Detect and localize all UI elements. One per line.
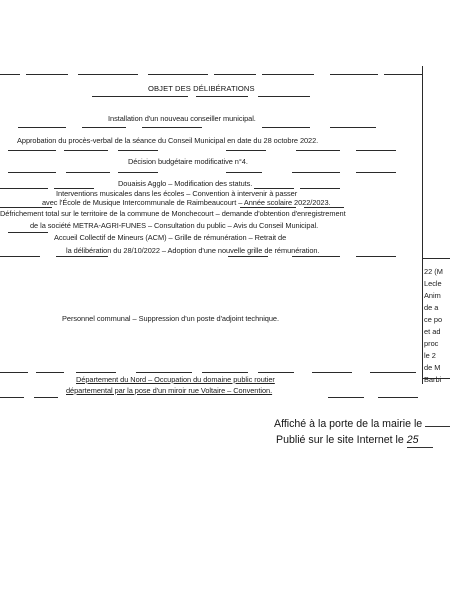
published-label: Publié sur le site Internet le xyxy=(276,434,404,446)
right-column-fragment: Lecle xyxy=(424,279,442,288)
table-heading: OBJET DES DÉLIBÉRATIONS xyxy=(148,84,255,93)
row-rule xyxy=(356,256,396,257)
published-date: 25 xyxy=(407,434,433,448)
row-rule xyxy=(66,172,110,173)
row-rule xyxy=(8,172,56,173)
row-rule xyxy=(0,256,40,257)
row-rule xyxy=(136,372,192,373)
published-notice xyxy=(276,434,433,448)
right-column-fragment: Barbi xyxy=(424,375,442,384)
top-rule-left xyxy=(0,74,20,75)
row-rule xyxy=(292,172,340,173)
table-row-text: Douaisis Agglo – Modification des statuts. xyxy=(118,179,253,188)
row-rule xyxy=(8,232,48,233)
table-row-text: Département du Nord – Occupation du domaine public routier xyxy=(76,375,275,384)
table-row-text: Défrichement total sur le territoire de la commune de Monchecourt – demande d'obtention d'enregistrement xyxy=(0,209,346,218)
row-rule xyxy=(64,150,108,151)
posted-date xyxy=(425,426,450,427)
row-rule xyxy=(76,372,116,373)
row-rule-right xyxy=(422,258,450,259)
right-column-fragment: et ad xyxy=(424,327,441,336)
row-rule xyxy=(226,172,262,173)
table-row-text: de la société METRA-AGRI-FUNES – Consultation du public – Avis du Conseil Municipal. xyxy=(30,221,319,230)
table-row-text: Accueil Collectif de Mineurs (ACM) – Grille de rémunération – Retrait de xyxy=(54,233,287,242)
row-rule xyxy=(296,150,340,151)
row-rule xyxy=(262,127,310,128)
table-row-text: Approbation du procès-verbal de la séance du Conseil Municipal en date du 28 octobre 2022. xyxy=(17,136,319,145)
row-rule xyxy=(378,397,418,398)
table-row-text: Décision budgétaire modificative n°4. xyxy=(128,157,248,166)
top-rule-5 xyxy=(262,74,314,75)
right-column-divider xyxy=(422,66,423,384)
top-rule-6 xyxy=(330,74,378,75)
row-rule xyxy=(328,397,364,398)
top-rule-7 xyxy=(384,74,422,75)
row-rule xyxy=(300,188,340,189)
table-row-text: Interventions musicales dans les écoles – Convention à intervenir à passer xyxy=(56,189,298,198)
row-rule xyxy=(118,172,158,173)
row-rule xyxy=(82,127,126,128)
top-rule-2 xyxy=(78,74,138,75)
row-rule xyxy=(356,150,396,151)
heading-rule-2 xyxy=(196,96,248,97)
row-rule xyxy=(304,207,344,208)
row-rule xyxy=(312,372,352,373)
row-rule xyxy=(0,397,24,398)
row-rule xyxy=(0,207,52,208)
table-row-text: avec l'École de Musique Intercommunale de Raimbeaucourt – Année scolaire 2022/2023. xyxy=(42,198,331,207)
right-column-fragment: le 2 xyxy=(424,351,436,360)
table-row-text: Personnel communal – Suppression d'un poste d'adjoint technique. xyxy=(62,314,279,323)
right-column-fragment: Anim xyxy=(424,291,441,300)
row-rule xyxy=(36,372,64,373)
row-rule xyxy=(226,150,266,151)
row-rule xyxy=(370,372,416,373)
top-rule-4 xyxy=(214,74,256,75)
right-column-fragment: de a xyxy=(424,303,439,312)
heading-rule-3 xyxy=(258,96,310,97)
row-rule xyxy=(0,188,48,189)
table-row-text: la délibération du 28/10/2022 – Adoption d'une nouvelle grille de rémunération. xyxy=(66,246,320,255)
table-row-text: départemental par la pose d'un miroir rue Voltaire – Convention. xyxy=(66,386,273,395)
row-rule xyxy=(330,127,376,128)
row-rule xyxy=(228,256,268,257)
right-column-fragment: 22 (M xyxy=(424,267,443,276)
row-rule xyxy=(8,150,56,151)
top-rule-1 xyxy=(26,74,68,75)
row-rule xyxy=(142,127,202,128)
right-column-fragment: de M xyxy=(424,363,441,372)
posted-label: Affiché à la porte de la mairie le xyxy=(274,418,423,430)
row-rule xyxy=(258,372,294,373)
row-rule xyxy=(34,397,58,398)
right-column-fragment: ce po xyxy=(424,315,443,324)
row-rule xyxy=(240,207,296,208)
row-rule xyxy=(356,172,396,173)
right-column-fragment: proc xyxy=(424,339,439,348)
row-rule xyxy=(202,372,248,373)
table-row-text: Installation d'un nouveau conseiller municipal. xyxy=(108,114,256,123)
top-rule-3 xyxy=(148,74,208,75)
row-rule xyxy=(0,372,28,373)
heading-rule xyxy=(92,96,188,97)
row-rule xyxy=(18,127,66,128)
row-rule xyxy=(292,256,340,257)
row-rule xyxy=(56,256,108,257)
posted-notice xyxy=(274,418,450,431)
row-rule xyxy=(118,150,158,151)
